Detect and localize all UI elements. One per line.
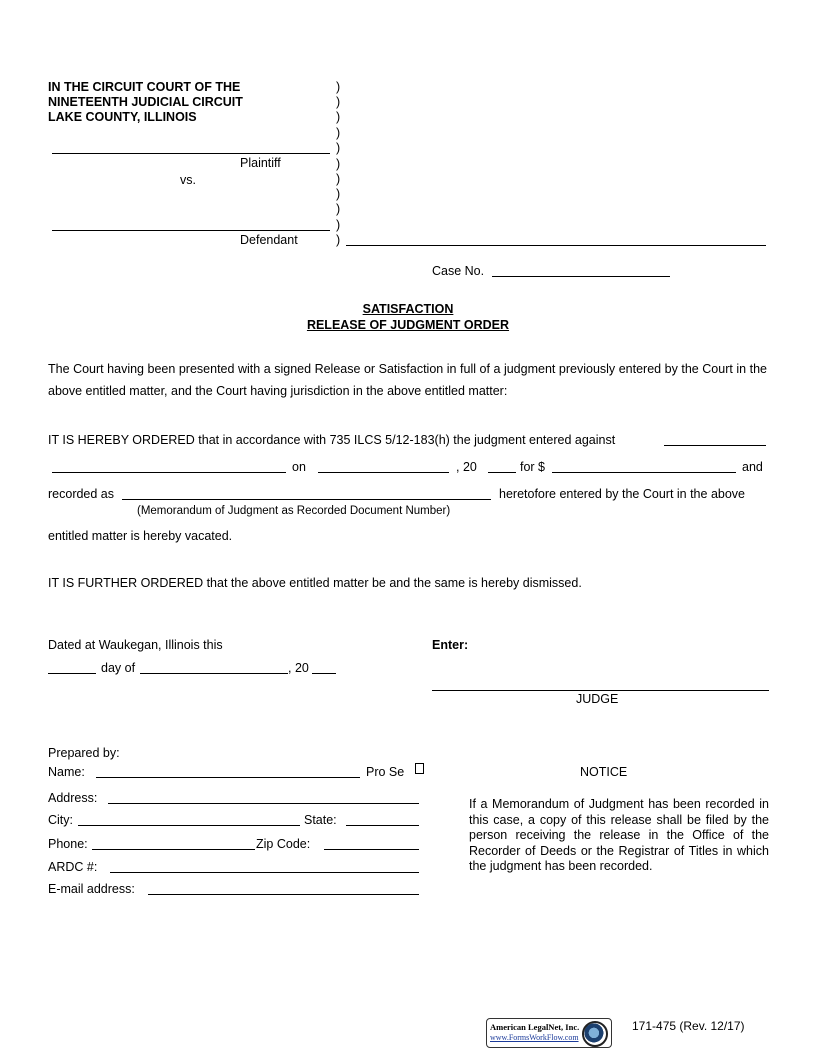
dated-year-field[interactable] [312,673,336,674]
pro-se-label: Pro Se [366,765,405,779]
judgment-amount-field[interactable] [552,472,736,473]
logo-website[interactable]: www.FormsWorkFlow.com [490,1033,579,1042]
publisher-logo [486,1018,612,1048]
plaintiff-name-line[interactable] [52,153,330,154]
day-of-label: day of [101,661,136,675]
enter-label: Enter: [432,638,469,652]
caption-paren: ) [336,202,341,216]
notice-heading: NOTICE [580,765,628,779]
memo-caption: (Memorandum of Judgment as Recorded Document Number) [137,505,451,517]
court-name-line-3: LAKE COUNTY, ILLINOIS [48,110,197,124]
document-number-field[interactable] [122,499,491,500]
on-label: on [292,460,306,474]
caption-right-line[interactable] [346,245,766,246]
judge-label: JUDGE [576,692,619,706]
ardc-field[interactable] [110,872,419,873]
address-field[interactable] [108,803,419,804]
email-field[interactable] [148,894,419,895]
pro-se-checkbox[interactable] [415,763,424,774]
case-number-field[interactable] [492,276,670,277]
form-number: 171-475 (Rev. 12/17) [632,1019,745,1033]
notice-text: If a Memorandum of Judgment has been recorded in this case, a copy of this release shall be filed by the person receiving the release in the Office of the Recorder of Deeds or the Registrar of Titles in which the judgment has been recorded. [469,797,769,873]
prepared-by-heading: Prepared by: [48,746,120,760]
name-label: Name: [48,765,85,779]
recorded-as-label: recorded as [48,487,115,501]
plaintiff-label: Plaintiff [240,156,281,170]
caption-paren: ) [336,172,341,186]
caption-paren: ) [336,218,341,232]
phone-field[interactable] [92,849,255,850]
defendant-name-line[interactable] [52,230,330,231]
city-label: City: [48,813,73,827]
dated-day-field[interactable] [48,673,96,674]
caption-paren: ) [336,233,341,247]
name-field[interactable] [96,777,360,778]
versus-label: vs. [180,173,196,187]
vacated-text: entitled matter is hereby vacated. [48,529,233,543]
heretofore-text: heretofore entered by the Court in the above [499,487,745,501]
caption-paren: ) [336,157,341,171]
intro-paragraph: The Court having been presented with a signed Release or Satisfaction in full of a judgment previously entered by the Court in the above entitled matter, and the Court having jurisdiction in the above entitled matter: [48,362,767,398]
further-ordered-text: IT IS FURTHER ORDERED that the above entitled matter be and the same is hereby dismissed. [48,576,582,590]
case-number-label: Case No. [432,264,485,278]
judgment-against-field[interactable] [664,445,766,446]
state-field[interactable] [346,825,419,826]
dated-year-prefix: , 20 [288,661,309,675]
court-name-line-1: IN THE CIRCUIT COURT OF THE [48,80,241,94]
caption-paren: ) [336,126,341,140]
year-prefix: , 20 [456,460,477,474]
and-label: and [742,460,763,474]
address-label: Address: [48,791,98,805]
caption-paren: ) [336,187,341,201]
caption-paren: ) [336,80,341,94]
email-label: E-mail address: [48,882,135,896]
court-name-line-2: NINETEENTH JUDICIAL CIRCUIT [48,95,243,109]
zip-field[interactable] [324,849,419,850]
state-label: State: [304,813,337,827]
dated-label: Dated at Waukegan, Illinois this [48,638,223,652]
document-title-line-1: SATISFACTION [362,302,454,316]
city-field[interactable] [78,825,300,826]
zip-label: Zip Code: [256,837,311,851]
judgment-against-name-field[interactable] [52,472,286,473]
ordered-text: IT IS HEREBY ORDERED that in accordance with 735 ILCS 5/12-183(h) the judgment entered against [48,433,616,447]
judge-signature-line[interactable] [432,690,769,691]
caption-paren: ) [336,141,341,155]
defendant-label: Defendant [240,233,298,247]
document-title-line-2: RELEASE OF JUDGMENT ORDER [306,318,510,332]
judgment-year-field[interactable] [488,472,516,473]
amount-label: for $ [520,460,546,474]
phone-label: Phone: [48,837,88,851]
caption-paren: ) [336,95,341,109]
logo-company-name: American LegalNet, Inc. [490,1022,580,1032]
ardc-label: ARDC #: [48,860,98,874]
judgment-date-field[interactable] [318,472,449,473]
caption-paren: ) [336,110,341,124]
dated-month-field[interactable] [140,673,288,674]
logo-seal-icon [582,1021,608,1047]
